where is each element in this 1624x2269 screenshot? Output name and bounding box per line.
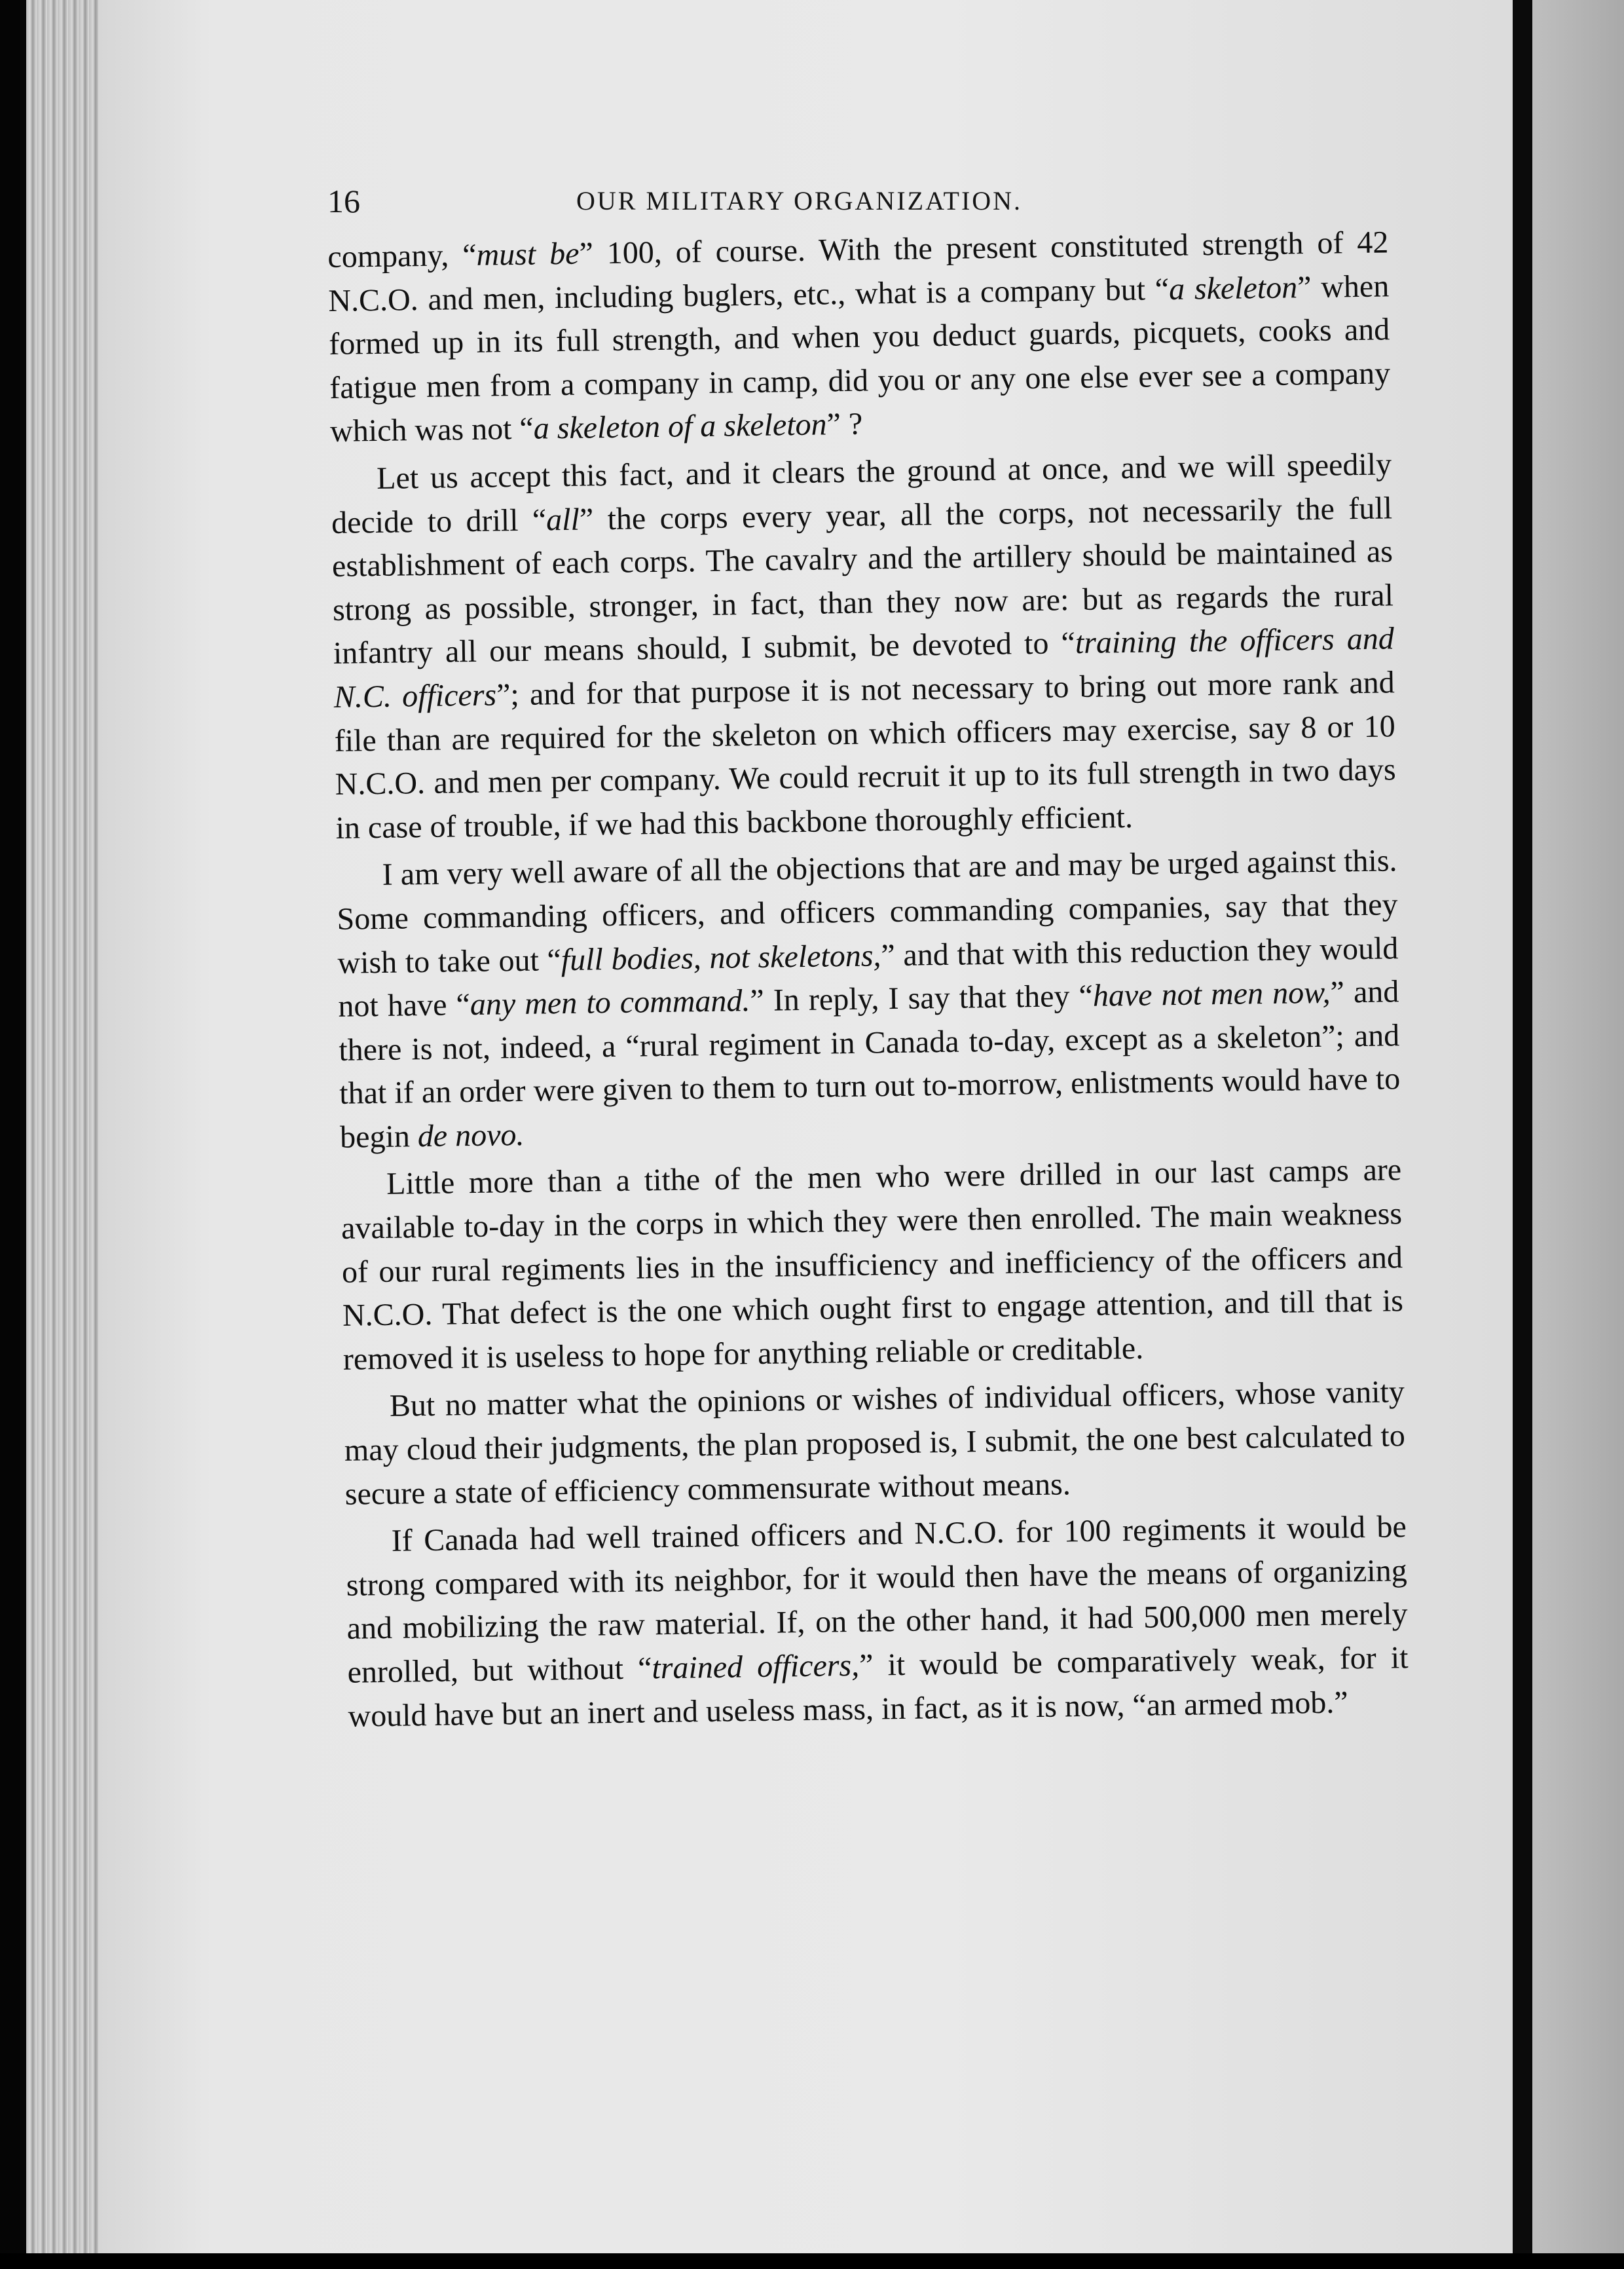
- paragraph: [345, 1505, 1409, 1738]
- paragraph: [327, 221, 1391, 454]
- text-run: But no matter what the opinions or wishes of individual officers, whose vanity may cloud their judgments, the plan proposed is, I submit, the one best calculated to secure a state of efficiency commensurate without means.: [344, 1374, 1406, 1512]
- scan-bottom-border: [0, 2253, 1624, 2269]
- italic-run: have not men now,: [1092, 975, 1331, 1013]
- text-run: ” ?: [826, 406, 863, 442]
- italic-run: must be: [476, 236, 580, 272]
- paragraph: [344, 1371, 1407, 1516]
- text-run: I am very well aware of all the objections that are and may be urged against this. Some commanding officers, and officers commanding companies, say that they wish to take out “: [337, 843, 1398, 981]
- body-text: [327, 221, 1409, 1742]
- text-run: ”; and for that purpose it is not necessary to bring out more rank and file than are required for the skeleton on which officers may exercise, say 8 or 10 N.C.O. and men per company. We could recruit it up to its full strength in two days in case of trouble, if we had this backbone thoroughly efficient.: [334, 665, 1396, 846]
- text-run: ” In reply, I say that they “: [750, 978, 1094, 1019]
- text-run: ” it would be comparatively weak, for it would have but an inert and useless mass, in fact, as it is now, “an armed mob.”: [348, 1640, 1409, 1734]
- italic-run: trained officers,: [652, 1647, 860, 1686]
- text-run: If Canada had well trained officers and N.C.O. for 100 regiments it would be strong compared with its neighbor, for it would then have the means of organizing and mobilizing the raw material. If, on the other hand, it had 500,000 men merely enrolled, but without “: [346, 1509, 1408, 1690]
- italic-run: de novo.: [417, 1117, 525, 1154]
- text-run: Let us accept this fact, and it clears the ground at once, and we will speedily decide to drill “: [331, 447, 1392, 540]
- page-number: 16: [327, 183, 360, 219]
- paragraph: [341, 1149, 1404, 1382]
- text-run: ” the corps every year, all the corps, not necessarily the full establishment of each corps. The cavalry and the artillery should be maintained as strong as possible, stronger, in fact, than they now are: but as regards the rural infantry all our means should, I submit, be devoted to “: [331, 490, 1394, 671]
- adjacent-page-edge: [1532, 0, 1624, 2269]
- text-run: ” 100, of course. With the present constituted strength of 42 N.C.O. and men, including buglers, etc., what is a company but “: [328, 225, 1389, 318]
- page-header: [327, 178, 1388, 224]
- text-run: ” when formed up in its full strength, and when you deduct guards, picquets, cooks and fatigue men from a company in camp, did you or any one else ever see a company which was not “: [328, 268, 1391, 449]
- italic-run: training the officers and N.C. officers: [333, 621, 1395, 715]
- running-head: OUR MILITARY ORGANIZATION.: [576, 186, 1023, 216]
- paragraph: [336, 840, 1401, 1160]
- italic-run: full bodies, not skeletons,: [561, 937, 881, 977]
- paragraph: [331, 443, 1397, 850]
- italic-run: a skeleton: [1168, 269, 1298, 307]
- text-run: ” and that with this reduction they would not have “: [338, 930, 1399, 1024]
- book-gutter: [1513, 0, 1532, 2269]
- text-run: Little more than a tithe of the men who were drilled in our last camps are available to-day in the corps in which they were then enrolled. The main weakness of our rural regiments lies in the insufficiency and inefficiency of the officers and N.C.O. That defect is the one which ought first to engage attention, and till that is removed it is useless to hope for anything reliable or creditable.: [341, 1152, 1404, 1377]
- text-run: ” and there is not, indeed, a “rural regiment in Canada to-day, except as a skeleton”; and that if an order were given to them to turn out to-morrow, enlistments would have to begin: [338, 974, 1401, 1155]
- text-run: company, “: [327, 237, 477, 274]
- italic-run: a skeleton of a skeleton: [533, 407, 827, 447]
- italic-run: any men to command.: [470, 983, 750, 1022]
- italic-run: all: [545, 502, 580, 537]
